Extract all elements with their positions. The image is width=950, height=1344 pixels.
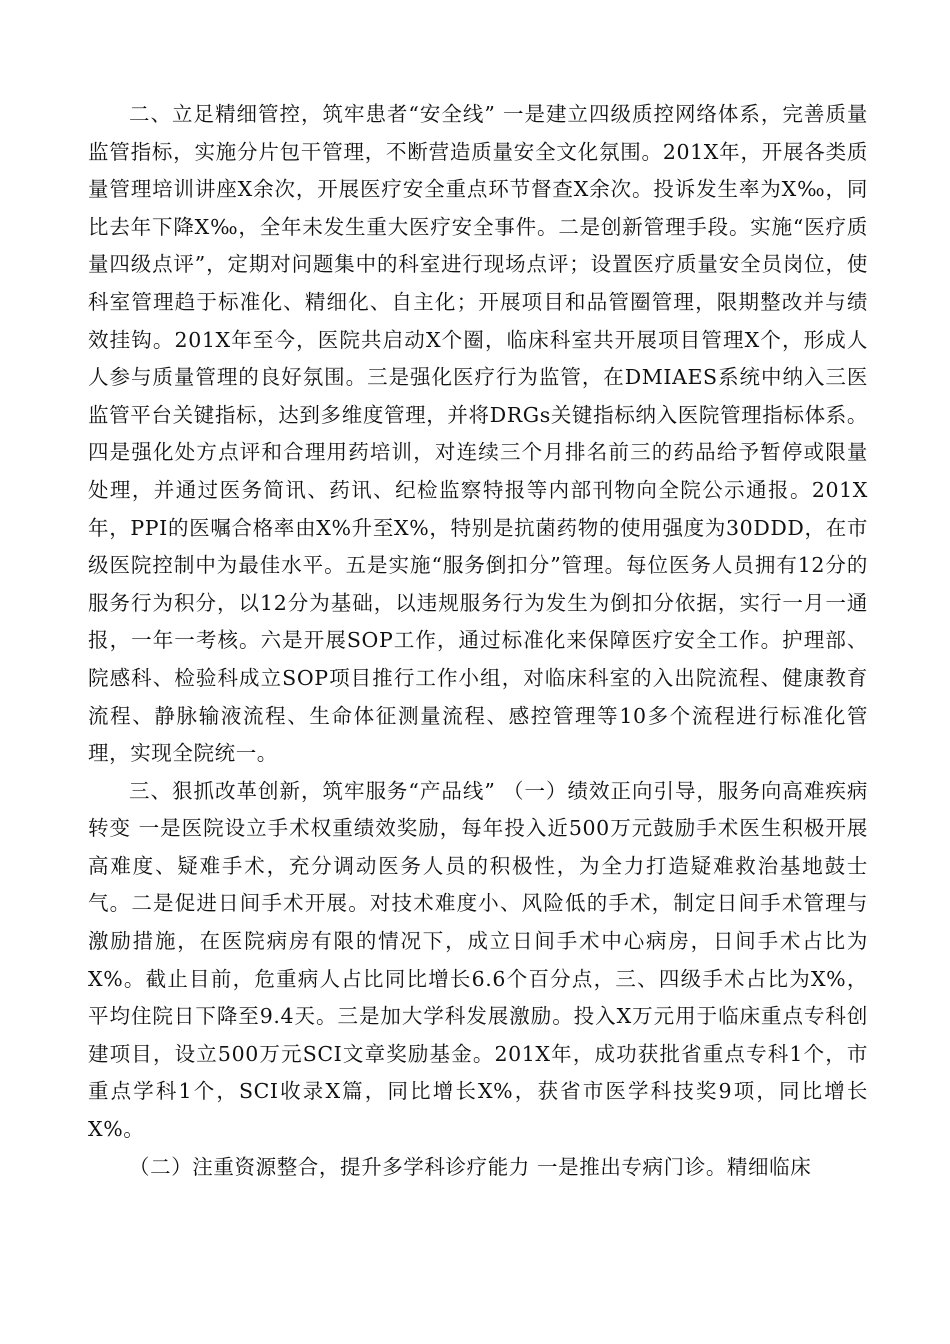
paragraph-quality-control: 二、立足精细管控，筑牢患者“安全线” 一是建立四级质控网络体系，完善质量监管指标，实施分片包干管理，不断营造质量安全文化氛围。201X年，开展各类质量管理培训讲座X余次，开展医疗安全重点环节督查X余次。投诉发生率为X‰，同比去年下降X‰，全年未发生重大医疗安全事件。二是创新管理手段。实施“医疗质量四级点评”，定期对问题集中的科室进行现场点评；设置医疗质量安全员岗位，使科室管理趋于标准化、精细化、自主化；开展项目和品管圈管理，限期整改并与绩效挂钩。201X年至今，医院共启动X个圈，临床科室共开展项目管理X个，形成人人参与质量管理的良好氛围。三是强化医疗行为监管，在DMIAES系统中纳入三医监管平台关键指标，达到多维度管理，并将DRGs关键指标纳入医院管理指标体系。四是强化处方点评和合理用药培训，对连续三个月排名前三的药品给予暂停或限量处理，并通过医务简讯、药讯、纪检监察特报等内部刊物向全院公示通报。201X年，PPI的医嘱合格率由X%升至X%，特别是抗菌药物的使用强度为30DDD，在市级医院控制中为最佳水平。五是实施“服务倒扣分”管理。每位医务人员拥有12分的服务行为积分，以12分为基础，以违规服务行为发生为倒扣分依据，实行一月一通报，一年一考核。六是开展SOP工作，通过标准化来保障医疗安全工作。护理部、院感科、检验科成立SOP项目推行工作小组，对临床科室的入出院流程、健康教育流程、静脉输液流程、生命体征测量流程、感控管理等10多个流程进行标准化管理，实现全院统一。 — [88, 102, 868, 766]
paragraph-reform-innovation: 三、狠抓改革创新，筑牢服务“产品线” （一）绩效正向引导，服务向高难疾病转变 一是医院设立手术权重绩效奖励，每年投入近500万元鼓励手术医生积极开展高难度、疑难手术，充分调动医务人员的积极性，为全力打造疑难救治基地鼓士气。二是促进日间手术开展。对技术难度小、风险低的手术，制定日间手术管理与激励措施，在医院病房有限的情况下，成立日间手术中心病房，日间手术占比为X%。截止目前，危重病人占比同比增长6.6个百分点，三、四级手术占比为X%，平均住院日下降至9.4天。三是加大学科发展激励。投入X万元用于临床重点专科创建项目，设立500万元SCI文章奖励基金。201X年，成功获批省重点专科1个，市重点学科1个，SCI收录X篇，同比增长X%，获省市医学科技奖9项，同比增长X%。 — [88, 778, 868, 1142]
document-body — [88, 96, 868, 1186]
paragraph-resource-integration: （二）注重资源整合，提升多学科诊疗能力 一是推出专病门诊。精细临床 — [129, 1154, 812, 1179]
